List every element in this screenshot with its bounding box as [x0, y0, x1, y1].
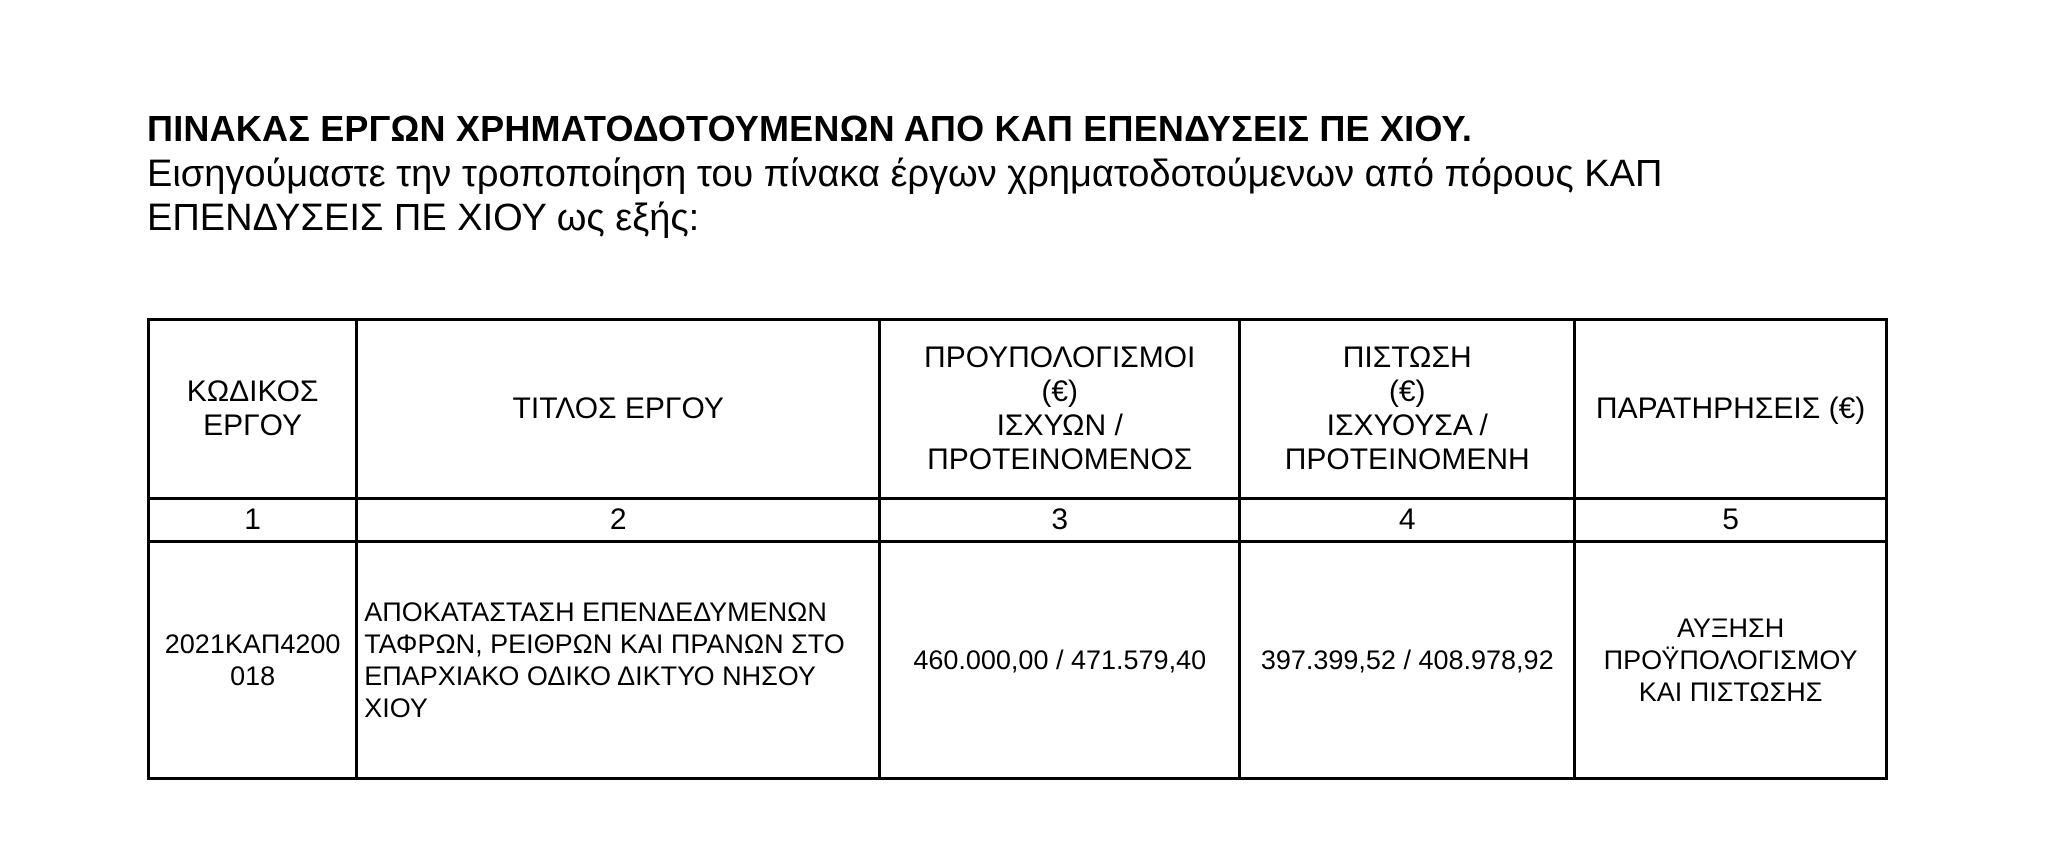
column-number-row: [149, 499, 1887, 542]
column-number: 4: [1240, 499, 1575, 542]
header-remarks: ΠΑΡΑΤΗΡΗΣΕΙΣ (€): [1575, 320, 1887, 499]
document-heading: ΠΙΝΑΚΑΣ ΕΡΓΩΝ ΧΡΗΜΑΤΟΔΟΤΟΥΜΕΝΩΝ ΑΠΟ ΚΑΠ ΕΠΕΝΔΥΣΕΙΣ ΠΕ ΧΙΟΥ.: [147, 108, 1473, 149]
header-project-code: ΚΩΔΙΚΟΣ ΕΡΓΟΥ: [149, 320, 357, 499]
column-number: 5: [1575, 499, 1887, 542]
column-number: 1: [149, 499, 357, 542]
header-project-title: ΤΙΤΛΟΣ ΕΡΓΟΥ: [357, 320, 880, 499]
intro-paragraph: Εισηγούμαστε την τροποποίηση του πίνακα έργων χρηματοδοτούμενων από πόρους ΚΑΠ ΕΠΕΝΔΥΣΕΙΣ ΠΕ ΧΙΟΥ ως εξής:: [147, 153, 1663, 239]
projects-table: [147, 318, 1888, 780]
project-title-cell: ΑΠΟΚΑΤΑΣΤΑΣΗ ΕΠΕΝΔΕΔΥΜΕΝΩΝ ΤΑΦΡΩΝ, ΡΕΙΘΡΩΝ ΚΑΙ ΠΡΑΝΩΝ ΣΤΟ ΕΠΑΡΧΙΑΚΟ ΟΔΙΚΟ ΔΙΚΤΥΟ ΝΗΣΟΥ ΧΙΟΥ: [357, 542, 880, 779]
header-credit: ΠΙΣΤΩΣΗ (€) ΙΣΧΥΟΥΣΑ / ΠΡΟΤΕΙΝΟΜΕΝΗ: [1240, 320, 1575, 499]
budget-cell: 460.000,00 / 471.579,40: [880, 542, 1240, 779]
header-budget: ΠΡΟΥΠΟΛΟΓΙΣΜΟΙ (€) ΙΣΧΥΩΝ / ΠΡΟΤΕΙΝΟΜΕΝΟΣ: [880, 320, 1240, 499]
project-code-cell: 2021ΚΑΠ4200 018: [149, 542, 357, 779]
column-number: 3: [880, 499, 1240, 542]
table-row: [149, 542, 1887, 779]
credit-cell: 397.399,52 / 408.978,92: [1240, 542, 1575, 779]
remarks-cell: ΑΥΞΗΣΗ ΠΡΟΫΠΟΛΟΓΙΣΜΟΥ ΚΑΙ ΠΙΣΤΩΣΗΣ: [1575, 542, 1887, 779]
column-number: 2: [357, 499, 880, 542]
table-header-row: [149, 320, 1887, 499]
